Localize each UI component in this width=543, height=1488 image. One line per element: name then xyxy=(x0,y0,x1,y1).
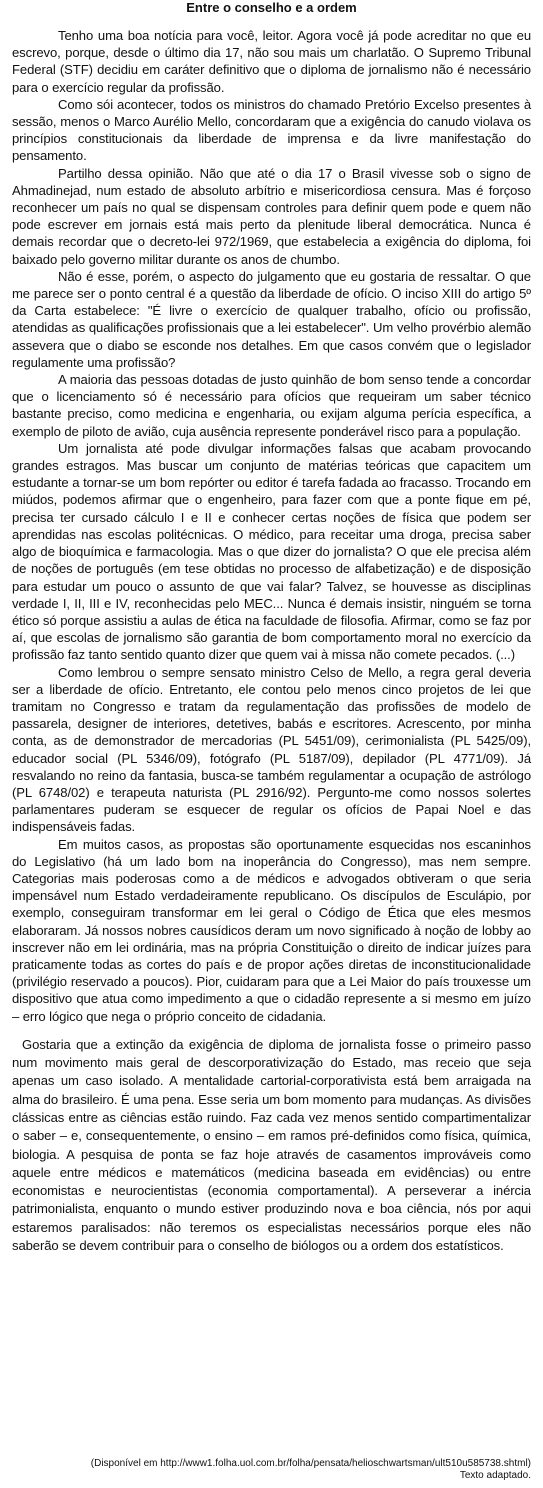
article-title: Entre o conselho e a ordem xyxy=(186,0,357,15)
article-paragraph: A maioria das pessoas dotadas de justo quinhão de bom senso tende a concordar que o licenciamento só é necessário para ofícios que requeiram um saber técnico bastante preciso, como medicina e engenharia, ou exijam alguma perícia específica, a exemplo de piloto de avião, cuja ausência represente ponderável risco para a população. xyxy=(12,372,531,439)
article-paragraph: Não é esse, porém, o aspecto do julgamento que eu gostaria de ressaltar. O que me parece ser o ponto central é a questão da liberdade de ofício. O inciso XIII do artigo 5º da Carta estabelece: "É livre o exercício de qualquer trabalho, ofício ou profissão, atendidas as qualificações profissionais que a lei estabelecer". Um velho provérbio alemão assevera que o diabo se esconde nos detalhes. Em que casos convém que o legislador regulamente uma profissão? xyxy=(12,268,531,370)
article-paragraph: Tenho uma boa notícia para você, leitor. Agora você já pode acreditar no que eu escrevo, porque, desde o último dia 17, não sou mais um charlatão. O Supremo Tribunal Federal (STF) decidiu em caráter definitivo que o diploma de jornalismo não é necessário para o exercício regular da profissão. xyxy=(12,28,531,95)
article-paragraph: Como sói acontecer, todos os ministros do chamado Pretório Excelso presentes à sessão, menos o Marco Aurélio Mello, concordaram que a exigência do canudo violava os princípios constitucionais da liberdade de imprensa e da livre manifestação do pensamento. xyxy=(12,96,531,164)
article-paragraph: Gostaria que a extinção da exigência de diploma de jornalista fosse o primeiro passo num movimento mais geral de descorporativização do Estado, mas receio que seja apenas um caso isolado. A mentalidade cartorial-corporativista está bem arraigada na alma do brasileiro. É uma pena. Esse seria um bom momento para mudanças. As divisões clássicas entre as ciências estão ruindo. Faz cada vez menos sentido compartimentalizar o saber – e, consequentemente, o ensino – em ramos pré-definidos como física, química, biologia. A pesquisa de ponta se faz hoje através de casamentos improváveis como aquele entre médicos e matemáticos (medicina baseada em evidências) ou entre economistas e neurocientistas (economia comportamental). A perseverar a inércia patrimonialista, enquanto o mundo estiver produzindo nova e boa ciência, nós por aqui estaremos paralisados: não teremos os especialistas necessários porque eles não saberão se devem contribuir para o conselho de biólogos ou a ordem dos estatísticos. xyxy=(12,1036,531,1254)
article-paragraph: Um jornalista até pode divulgar informações falsas que acabam provocando grandes estragos. Mas buscar um conjunto de matérias teóricas que capacitem um estudante a tornar-se um bom repórter ou editor é tarefa fadada ao fracasso. Trocando em miúdos, podemos afirmar que o engenheiro, para fazer com que a ponte fique em pé, precisa ter cursado cálculo I e II e conhecer certas noções de física que podem ser aprendidas nas escolas politécnicas. O médico, para receitar uma droga, precisa saber algo de bioquímica e farmacologia. Mas o que dizer do jornalista? O que ele precisa além de noções de português (em tese obtidas no processo de alfabetização) e de disposição para estudar um pouco o assunto de que vai falar? Talvez, se houvesse as disciplinas verdade I, II, III e IV, reconhecidas pelo MEC... Nunca é demais insistir, ninguém se torna ético só porque assistiu a aulas de ética na faculdade de filosofia. Afirmar, como se faz por aí, que escolas de jornalismo são garantia de bom comportamento moral no exercício da profissão faz tanto sentido quanto dizer que quem vai à missa não comete pecados. (...) xyxy=(12,440,531,663)
adaptation-note: Texto adaptado. xyxy=(459,1470,531,1481)
source-citation xyxy=(0,1458,531,1482)
article-paragraph: Em muitos casos, as propostas são oportunamente esquecidas nos escaninhos do Legislativo (há um lado bom na inoperância do Congresso), mas nem sempre. Categorias mais poderosas como a de médicos e advogados obtiveram o que seria impensável num Estado verdadeiramente republicano. Os discípulos de Esculápio, por exemplo, conseguiram transformar em lei geral o Código de Ética que eles mesmos elaboraram. Já nossos nobres causídicos deram um novo significado à noção de lobby ao inscrever não em lei ordinária, mas na própria Constituição o direito de indicar juízes para praticamente todas as cortes do país e de propor ações diretas de inconstitucionalidade (privilégio reservado a poucos). Pior, cuidaram para que a Lei Maior do país trouxesse um dispositivo que atua como impedimento a que o cidadão represente a si mesmo em juízo – erro lógico que nega o próprio conceito de cidadania. xyxy=(12,836,531,1024)
article-paragraph: Como lembrou o sempre sensato ministro Celso de Mello, a regra geral deveria ser a liberdade de ofício. Entretanto, ele contou pelo menos cinco projetos de lei que tramitam no Congresso e tratam da regulamentação das profissões de modelo de passarela, designer de interiores, detetives, babás e escritores. Acrescento, por minha conta, as de demonstrador de mercadorias (PL 5451/09), cerimonialista (PL 5425/09), educador social (PL 5346/09), fotógrafo (PL 5187/09), depilador (PL 4771/09). Já resvalando no reino da fantasia, busca-se também regulamentar a ocupação de astrólogo (PL 6748/02) e terapeuta naturista (PL 2916/92). Pergunto-me como nossos solertes parlamentares puderam se esquecer de regular os ofícios de Papai Noel e das indispensáveis fadas. xyxy=(12,664,531,835)
source-url: (Disponível em http://www1.folha.uol.com.br/folha/pensata/helioschwartsman/ult510u585738.shtml) xyxy=(90,1458,531,1469)
article-paragraph: Partilho dessa opinião. Não que até o dia 17 o Brasil vivesse sob o signo de Ahmadinejad, num estado de absoluto arbítrio e misericordiosa censura. Mas é forçoso reconhecer um país no qual se dispensam controles para definir quem pode e quem não pode escrever em jornais está mais perto da plenitude liberal democrática. Nunca é demais recordar que o decreto-lei 972/1969, que estabelecia a exigência do diploma, foi baixado pelo governo militar durante os anos de chumbo. xyxy=(12,165,531,267)
